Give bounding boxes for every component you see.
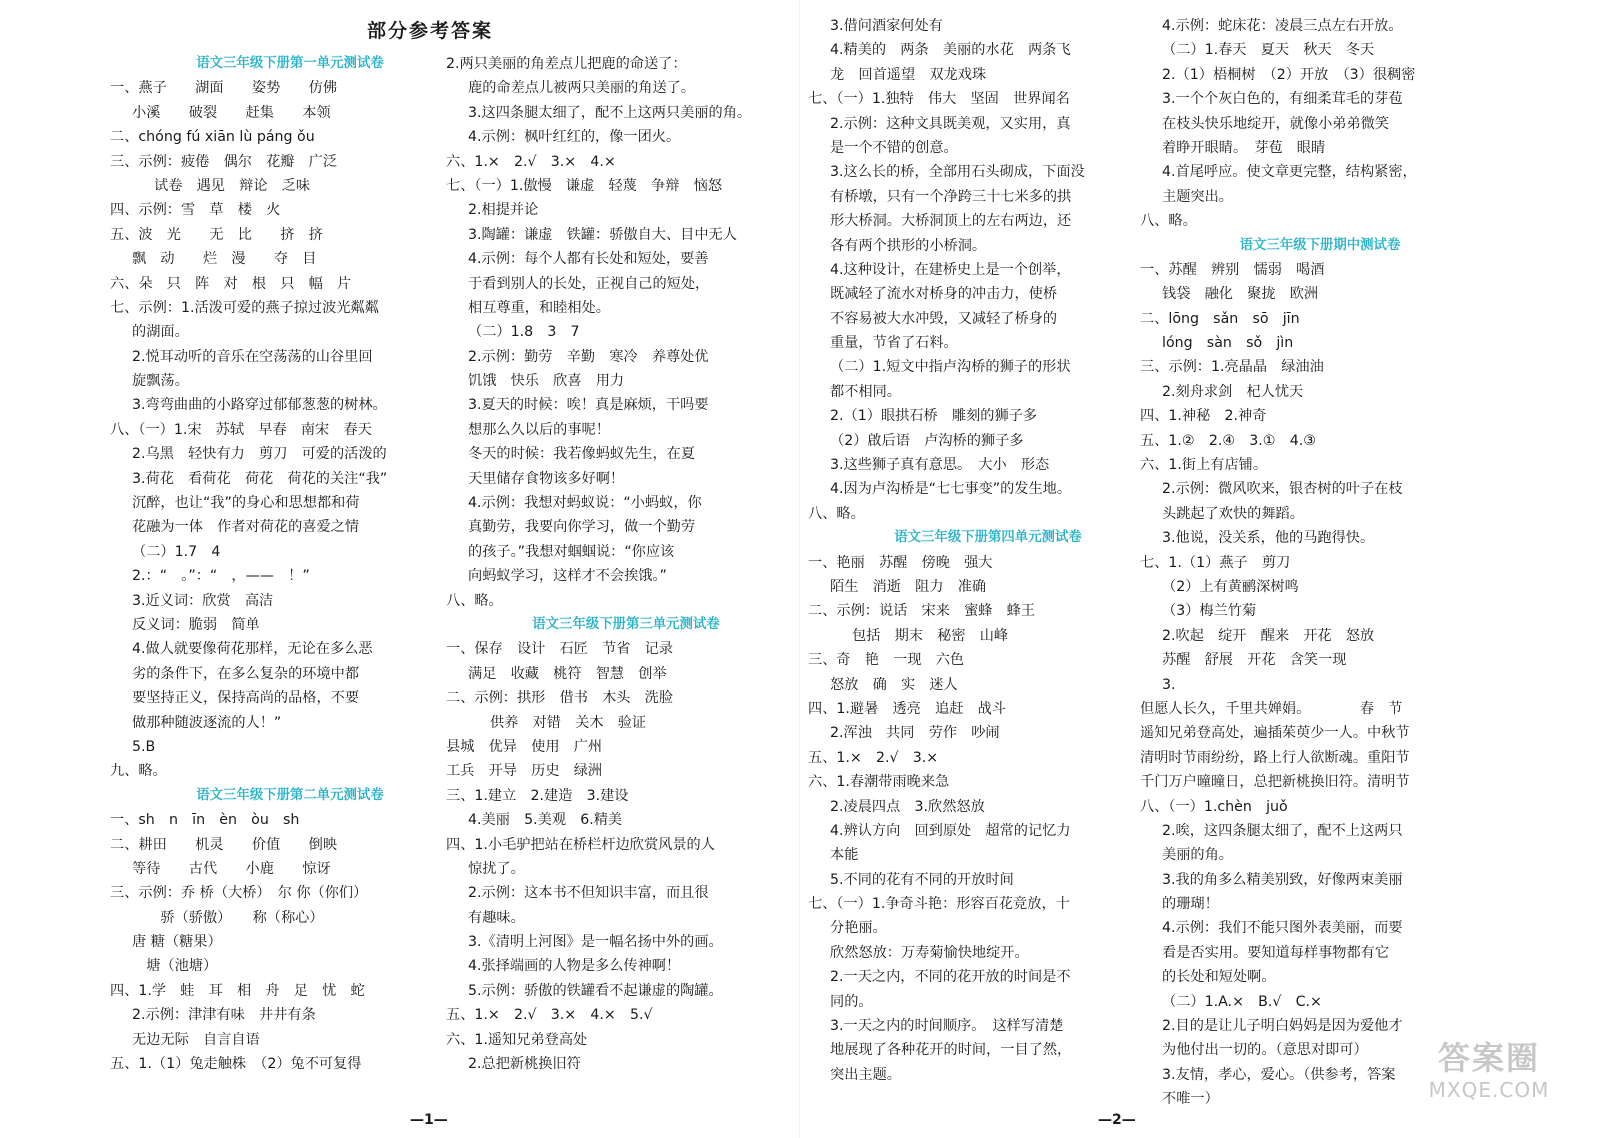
answer-line: 一、苏醒 辨别 懦弱 喝酒 — [1140, 261, 1325, 278]
answer-line: （2）啟后语 卢沟桥的狮子多 — [830, 432, 1024, 449]
answer-line: 主题突出。 — [1162, 188, 1233, 205]
answer-line: 六、朵 只 阵 对 根 只 幅 片 — [110, 275, 352, 292]
answer-line: 2.示例：勤劳 辛勤 寒冷 养尊处优 — [468, 348, 709, 365]
answer-line: 为他付出一切的。（意思对即可） — [1162, 1042, 1368, 1059]
answer-line: 一、保存 设计 石匠 节省 记录 — [446, 641, 674, 658]
answer-line: 4.辨认方向 回到原处 超常的记忆力 — [830, 822, 1071, 839]
page-number-1: —1— — [410, 1112, 448, 1128]
answer-line: 3.陶罐：谦虚 铁罐：骄傲自大、目中无人 — [468, 226, 737, 243]
answer-line: 的孩子。”我想对蝈蝈说：“你应该 — [468, 543, 675, 560]
answer-line: 满足 收藏 桃符 智慧 创举 — [468, 665, 667, 682]
answer-line: 2.吹起 绽开 醒来 开花 怒放 — [1162, 627, 1375, 644]
answer-line: 2.一天之内，不同的花开放的时间是不 — [830, 969, 1071, 986]
answer-line: 看是否实用。要知道每样事物都有它 — [1162, 944, 1390, 961]
answer-line: 二、耕田 机灵 价值 倒映 — [110, 836, 338, 853]
answer-line: 3.我的角多么精美别致，好像两束美丽 — [1162, 871, 1403, 888]
answer-line: lóng sàn sǒ jìn — [1162, 335, 1294, 352]
answer-line: 七、示例：1.活泼可爱的燕子掠过波光粼粼 — [110, 299, 379, 316]
answer-line: 惊扰了。 — [468, 860, 525, 877]
answer-line: 5.B — [132, 738, 156, 755]
answer-line: 地展现了各种花开的时间，一目了然， — [830, 1042, 1072, 1059]
answer-line: 2.悦耳动听的音乐在空荡荡的山谷里回 — [132, 348, 373, 365]
section-heading: 语文三年级下册第四单元测试卷 — [894, 530, 1082, 546]
answer-line: 龙 回首遥望 双龙戏珠 — [830, 66, 987, 83]
answer-line: 5.不同的花有不同的开放时间 — [830, 871, 1014, 888]
answer-line: 着睁开眼睛。 芽苞 眼睛 — [1162, 139, 1326, 156]
answer-line: 2.相提并论 — [468, 202, 539, 219]
answer-line: 但愿人长久，千里共婵娟。 春 节 — [1140, 700, 1403, 717]
answer-line: 冬天的时候：我若像蚂蚁先生，在夏 — [468, 446, 696, 463]
answer-line: 二、示例：拱形 借书 木头 洗脸 — [446, 690, 674, 707]
answer-line: 千门万户曈曈日，总把新桃换旧符。清明节 — [1140, 774, 1410, 791]
answer-line: 八、略。 — [1140, 213, 1197, 230]
answer-line: 2.（1）眼拱石桥 雕刻的狮子多 — [830, 408, 1038, 425]
answer-line: 2.总把新桃换旧符 — [468, 1056, 581, 1073]
answer-line: 要坚持正义，保持高尚的品格，不要 — [132, 690, 360, 707]
answer-column-2 — [446, 52, 806, 1076]
answer-line: 六、1.遥知兄弟登高处 — [446, 1031, 588, 1048]
answer-line: 头跳起了欢快的舞蹈。 — [1162, 505, 1304, 522]
answer-line: 四、1.避暑 透亮 追赶 战斗 — [808, 700, 1006, 717]
answer-line: 想那么久以后的事呢！ — [468, 421, 610, 438]
answer-line: 4.示例：蛇床花：凌晨三点左右开放。 — [1162, 18, 1403, 34]
answer-line: 3.一天之内的时间顺序。 这样写清楚 — [830, 1018, 1064, 1035]
answer-line: 不唯一） — [1162, 1091, 1219, 1108]
answer-line: 3.友情，孝心，爱心。（供参考，答案 — [1162, 1066, 1396, 1083]
answer-line: 于看到别人的长处，正视自己的短处， — [468, 275, 710, 292]
answer-line: 四、1.神秘 2.神奇 — [1140, 408, 1267, 425]
answer-line: 形大桥洞。大桥洞顶上的左右两边，还 — [830, 213, 1072, 230]
answer-line: 二、示例：说话 宋来 蜜蜂 蜂王 — [808, 603, 1036, 620]
answer-line: 3.借问酒家何处有 — [830, 18, 943, 34]
answer-line: 二、lōng sǎn sō jīn — [1140, 310, 1300, 327]
answer-line: （二）1.短文中指卢沟桥的狮子的形状 — [830, 359, 1071, 376]
answer-line: 七、1.（1）燕子 剪刀 — [1140, 554, 1291, 571]
answer-line: 飘 动 烂 漫 夺 目 — [132, 251, 317, 268]
answer-line: 3.这些狮子真有意思。 大小 形态 — [830, 457, 1050, 474]
section-heading: 语文三年级下册期中测试卷 — [1239, 237, 1401, 253]
answer-line: 2.示例：这种文具既美观，又实用，真 — [830, 115, 1071, 132]
answer-line: 3.近义词：欣赏 高洁 — [132, 592, 274, 609]
answer-line: 九、略。 — [110, 763, 167, 780]
answer-line: 三、示例：乔 桥（大桥） 尔 你（你们） — [110, 885, 368, 902]
answer-line: 有桥墩，只有一个净跨三十七米多的拱 — [830, 188, 1072, 205]
answer-line: 突出主题。 — [830, 1066, 901, 1083]
answer-line: 5.示例：骄傲的铁罐看不起谦虚的陶罐。 — [468, 982, 723, 999]
answer-line: 五、1.② 2.④ 3.① 4.③ — [1140, 432, 1316, 449]
answer-line: 4.示例：我们不能只图外表美丽，而要 — [1162, 920, 1403, 937]
answer-line: （二）1.春天 夏天 秋天 冬天 — [1162, 42, 1375, 59]
answer-line: 3.弯弯曲曲的小路穿过郁郁葱葱的树林。 — [132, 397, 387, 414]
answer-line: 四、示例：雪 草 楼 火 — [110, 202, 281, 219]
watermark-logo — [1414, 1038, 1564, 1108]
answer-line: 2.刻舟求剑 杞人忧天 — [1162, 383, 1304, 400]
answer-line: 四、1.小毛驴把站在桥栏杆边欣赏风景的人 — [446, 836, 715, 853]
answer-line: 八、略。 — [808, 505, 865, 522]
watermark-text: 答案圈 — [1437, 1039, 1540, 1077]
answer-line: 2.浑浊 共同 劳作 吵闹 — [830, 725, 1000, 742]
answer-line: 五、1.× 2.√ 3.× — [808, 749, 939, 766]
answer-line: 3.他说，没关系，他的马跑得快。 — [1162, 530, 1375, 547]
answer-line: 二、chóng fú xiān lù páng ǒu — [110, 129, 315, 146]
answer-line: 3.这四条腿太细了，配不上这两只美丽的角。 — [468, 104, 752, 121]
answer-line: 一、艳丽 苏醒 傍晚 强大 — [808, 554, 993, 571]
watermark-url: MXQE.COM — [1428, 1078, 1550, 1102]
page-title: 部分参考答案 — [366, 20, 493, 42]
answer-line: 反义词：脆弱 简单 — [132, 616, 260, 633]
answer-line: 供养 对错 关木 验证 — [490, 714, 647, 731]
answer-line: 4.因为卢沟桥是“七七事变”的发生地。 — [830, 481, 1072, 498]
answer-line: 3.一个个灰白色的，有细柔茸毛的芽苞 — [1162, 91, 1403, 108]
answer-line: 4.示例：枫叶红红的，像一团火。 — [468, 129, 681, 146]
answer-line: 七、（一）1.傲慢 谦虚 轻蔑 争辩 恼怒 — [446, 177, 723, 194]
answer-line: 分艳丽。 — [830, 920, 887, 937]
answer-line: 不容易被大水冲毁，又减轻了桥身的 — [830, 310, 1058, 327]
answer-line: 清明时节雨纷纷，路上行人欲断魂。重阳节 — [1140, 749, 1410, 766]
answer-line: 八、（一）1.chèn juǒ — [1140, 798, 1288, 815]
answer-line: 五、1.（1）兔走触株 （2）兔不可复得 — [110, 1056, 362, 1073]
answer-line: 六、1.街上有店铺。 — [1140, 457, 1268, 474]
answer-line: 的长处和短处啊。 — [1162, 969, 1276, 986]
answer-line: 鹿的命差点儿被两只美丽的角送了。 — [468, 80, 696, 97]
answer-line: 钱袋 融化 聚拢 欧洲 — [1162, 286, 1319, 303]
answer-line: 2.凌晨四点 3.欣然怒放 — [830, 798, 985, 815]
answer-line: 4.美丽 5.美观 6.精美 — [468, 812, 623, 829]
answer-line: （二）1.7 4 — [132, 543, 221, 560]
answer-line: 工兵 开导 历史 绿洲 — [446, 763, 603, 780]
answer-line: 饥饿 快乐 欣喜 用力 — [468, 373, 625, 390]
answer-line: 同的。 — [830, 993, 873, 1010]
answer-line: 五、1.× 2.√ 3.× 4.× 5.√ — [446, 1007, 653, 1024]
answer-line: 重量，节省了石料。 — [830, 335, 958, 352]
answer-line: （二）1.A.× B.√ C.× — [1162, 993, 1322, 1010]
answer-line: 一、燕子 湖面 姿势 仿佛 — [110, 80, 338, 97]
answer-line: 花融为一体 作者对荷花的喜爱之情 — [132, 519, 360, 536]
answer-line: 都不相同。 — [830, 383, 901, 400]
answer-line: 旋飘荡。 — [132, 373, 189, 390]
answer-line: 3. — [1162, 676, 1176, 693]
answer-line: 2.（1）梧桐树 （2）开放 （3）很稠密 — [1162, 66, 1416, 83]
answer-line: 沉醉，也让“我”的身心和思想都和荷 — [132, 495, 360, 512]
answer-line: 相互尊重，和睦相处。 — [468, 299, 610, 316]
page-number-2: —2— — [1098, 1112, 1136, 1128]
answer-line: 骄（骄傲） 称（称心） — [132, 909, 324, 926]
answer-line: 一、sh n īn èn òu sh — [110, 812, 300, 829]
answer-line: 有趣味。 — [468, 909, 525, 926]
answer-line: 等待 古代 小鹿 惊讶 — [132, 860, 331, 877]
answer-line: 县城 优异 使用 广州 — [446, 738, 603, 755]
answer-line: （3）梅兰竹菊 — [1162, 603, 1257, 620]
answer-line: 的珊瑚！ — [1162, 896, 1219, 913]
answer-line: 2.乌黑 轻快有力 剪刀 可爱的活泼的 — [132, 446, 387, 463]
answer-line: 3.《清明上河图》是一幅名扬中外的画。 — [468, 934, 723, 951]
answer-line: 八、（一）1.宋 苏轼 早春 南宋 春天 — [110, 421, 372, 438]
answer-line: 三、1.建立 2.建造 3.建设 — [446, 787, 629, 804]
answer-line: 怒放 确 实 迷人 — [830, 676, 958, 693]
answer-line: 试卷 遇见 辩论 乏味 — [154, 177, 311, 194]
answer-line: 的湖面。 — [132, 324, 189, 341]
answer-line: 四、1.学 蛙 耳 相 舟 足 忧 蛇 — [110, 982, 365, 999]
answer-line: 2.：“ 。”：“ ，—— ！” — [132, 568, 310, 585]
answer-line: （2）上有黄鹂深树鸣 — [1162, 578, 1299, 595]
answer-line: 是一个不错的创意。 — [830, 139, 958, 156]
answer-line: 五、波 光 无 比 挤 挤 — [110, 226, 323, 243]
answer-line: 遥知兄弟登高处，遍插茱萸少一人。中秋节 — [1140, 725, 1410, 742]
page-divider — [799, 0, 800, 1138]
answer-line: 三、示例：1.亮晶晶 绿油油 — [1140, 359, 1324, 376]
answer-line: 本能 — [830, 847, 859, 864]
answer-line: 包括 期末 秘密 山峰 — [852, 627, 1009, 644]
answer-line: 欣然怒放：万寿菊愉快地绽开。 — [830, 944, 1029, 961]
answer-line: 三、示例：疲倦 偶尔 花瓣 广泛 — [110, 153, 338, 170]
section-heading: 语文三年级下册第三单元测试卷 — [532, 616, 720, 632]
section-heading: 语文三年级下册第二单元测试卷 — [196, 787, 384, 803]
answer-line: 4.张择端画的人物是多么传神啊！ — [468, 958, 681, 975]
answer-line: 陌生 消逝 阻力 准确 — [830, 578, 987, 595]
answer-line: 2.示例：这本书不但知识丰富，而且很 — [468, 885, 709, 902]
answer-line: 无边无际 自言自语 — [132, 1031, 260, 1048]
answer-column-3 — [808, 14, 1168, 1087]
answer-line: 七、（一）1.争奇斗艳：形容百花竞放，十 — [808, 896, 1070, 913]
answer-line: 4.示例：我想对蚂蚁说：“小蚂蚁，你 — [468, 495, 702, 512]
answer-line: 三、奇 艳 一现 六色 — [808, 652, 965, 669]
answer-line: 唐 糖（糖果） — [132, 934, 222, 951]
answer-line: 小溪 破裂 赶集 本领 — [132, 104, 331, 121]
answer-line: 2.示例：微风吹来，银杏树的叶子在枝 — [1162, 481, 1403, 498]
answer-line: 苏醒 舒展 开花 含笑一现 — [1162, 652, 1347, 669]
answer-line: 3.荷花 看荷花 荷花 荷花的关注“我” — [132, 470, 388, 487]
answer-line: 塘（池塘） — [132, 958, 218, 975]
answer-line: 劣的条件下，在多么复杂的环境中都 — [132, 665, 360, 682]
answer-line: 美丽的角。 — [1162, 847, 1233, 864]
answer-line: 做那种随波逐流的人！” — [132, 714, 282, 731]
answer-line: 3.夏天的时候：唉！真是麻烦，干吗要 — [468, 397, 709, 414]
answer-line: 4.示例：每个人都有长处和短处，要善 — [468, 251, 709, 268]
answer-column-1 — [110, 52, 470, 1076]
answer-line: 六、1.春潮带雨晚来急 — [808, 774, 950, 791]
answer-line: 八、略。 — [446, 592, 503, 609]
answer-line: 2.唉，这四条腿太细了，配不上这两只 — [1162, 822, 1403, 839]
answer-line: 向蚂蚁学习，这样才不会挨饿。” — [468, 568, 667, 585]
answer-line: 各有两个拱形的小桥洞。 — [830, 237, 987, 254]
answer-line: 2.两只美丽的角差点儿把鹿的命送了： — [446, 56, 687, 72]
answer-line: 4.精美的 两条 美丽的水花 两条飞 — [830, 42, 1071, 59]
answer-line: 七、（一）1.独特 伟大 坚固 世界闻名 — [808, 91, 1070, 108]
answer-line: （二）1.8 3 7 — [468, 324, 580, 341]
answer-line: 3.这么长的桥，全部用石头砌成，下面没 — [830, 164, 1085, 181]
answer-column-4 — [1140, 14, 1500, 1112]
answer-line: 4.这种设计，在建桥史上是一个创举， — [830, 261, 1071, 278]
answer-line: 真勤劳，我要向你学习，做一个勤劳 — [468, 519, 696, 536]
answer-line: 天里储存食物该多好啊！ — [468, 470, 625, 487]
answer-line: 既减轻了流水对桥身的冲击力，使桥 — [830, 286, 1058, 303]
section-heading: 语文三年级下册第一单元测试卷 — [196, 56, 384, 71]
answer-line: 4.做人就要像荷花那样，无论在多么恶 — [132, 641, 373, 658]
answer-line: 2.示例：津津有味 井井有条 — [132, 1007, 316, 1024]
answer-line: 六、1.× 2.√ 3.× 4.× — [446, 153, 616, 170]
answer-line: 在枝头快乐地绽开，就像小弟弟微笑 — [1162, 115, 1390, 132]
answer-line: 4.首尾呼应。使文章更完整，结构紧密， — [1162, 164, 1417, 181]
answer-line: 2.目的是让儿子明白妈妈是因为爱他才 — [1162, 1018, 1403, 1035]
